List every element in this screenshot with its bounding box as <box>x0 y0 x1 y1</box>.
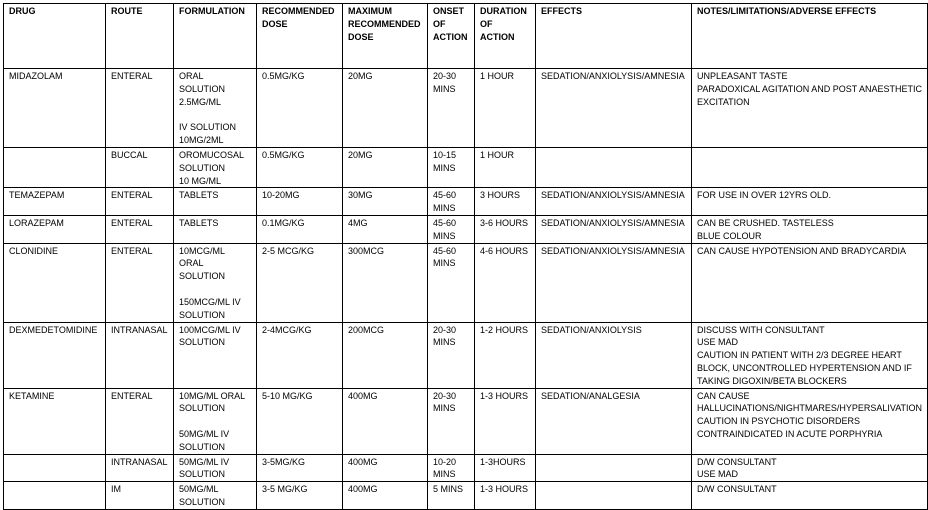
dose-cell: 10-20MG <box>257 188 343 216</box>
onset-cell: 5 MINS <box>428 482 475 510</box>
notes-cell: UNPLEASANT TASTE PARADOXICAL AGITATION AND POST ANAESTHETIC EXCITATION <box>692 69 928 148</box>
formulation-cell: OROMUCOSAL SOLUTION 10 MG/ML <box>174 148 257 188</box>
max-dose-cell: 400MG <box>343 482 428 510</box>
route-cell: ENTERAL <box>106 69 174 148</box>
effects-cell <box>536 482 692 510</box>
table-row <box>4 69 928 148</box>
effects-cell <box>536 148 692 188</box>
duration-cell: 1 HOUR <box>475 148 536 188</box>
max-dose-cell: 300MCG <box>343 243 428 322</box>
header-notes: NOTES/LIMITATIONS/ADVERSE EFFECTS <box>692 4 928 69</box>
formulation-cell: TABLETS <box>174 215 257 243</box>
dose-cell: 0.1MG/KG <box>257 215 343 243</box>
header-drug: DRUG <box>4 4 106 69</box>
table-row <box>4 188 928 216</box>
duration-cell: 1 HOUR <box>475 69 536 148</box>
effects-cell: SEDATION/ANALGESIA <box>536 388 692 454</box>
onset-cell: 20-30 MINS <box>428 69 475 148</box>
sedation-drug-table <box>3 3 928 510</box>
notes-cell <box>692 148 928 188</box>
drug-cell <box>4 482 106 510</box>
route-cell: ENTERAL <box>106 215 174 243</box>
notes-cell: CAN BE CRUSHED. TASTELESS BLUE COLOUR <box>692 215 928 243</box>
max-dose-cell: 20MG <box>343 148 428 188</box>
table-row <box>4 454 928 482</box>
route-cell: ENTERAL <box>106 188 174 216</box>
header-effects: EFFECTS <box>536 4 692 69</box>
max-dose-cell: 30MG <box>343 188 428 216</box>
formulation-cell: 50MG/ML IV SOLUTION <box>174 454 257 482</box>
formulation-cell: 10MCG/ML ORAL SOLUTION 150MCG/ML IV SOLUTION <box>174 243 257 322</box>
effects-cell: SEDATION/ANXIOLYSIS <box>536 322 692 388</box>
duration-cell: 4-6 HOURS <box>475 243 536 322</box>
max-dose-cell: 400MG <box>343 388 428 454</box>
effects-cell <box>536 454 692 482</box>
dose-cell: 2-4MCG/KG <box>257 322 343 388</box>
formulation-cell: 50MG/ML SOLUTION <box>174 482 257 510</box>
dose-cell: 3-5MG/KG <box>257 454 343 482</box>
effects-cell: SEDATION/ANXIOLYSIS/AMNESIA <box>536 188 692 216</box>
route-cell: ENTERAL <box>106 243 174 322</box>
notes-cell: FOR USE IN OVER 12YRS OLD. <box>692 188 928 216</box>
dose-cell: 3-5 MG/KG <box>257 482 343 510</box>
duration-cell: 1-3 HOURS <box>475 482 536 510</box>
onset-cell: 45-60 MINS <box>428 215 475 243</box>
table-row <box>4 243 928 322</box>
effects-cell: SEDATION/ANXIOLYSIS/AMNESIA <box>536 243 692 322</box>
duration-cell: 1-3 HOURS <box>475 388 536 454</box>
drug-cell: DEXMEDETOMIDINE <box>4 322 106 388</box>
notes-cell: D/W CONSULTANT USE MAD <box>692 454 928 482</box>
table-row <box>4 482 928 510</box>
max-dose-cell: 4MG <box>343 215 428 243</box>
table-row <box>4 148 928 188</box>
header-row <box>4 4 928 69</box>
drug-cell: LORAZEPAM <box>4 215 106 243</box>
max-dose-cell: 400MG <box>343 454 428 482</box>
formulation-cell: ORAL SOLUTION 2.5MG/ML IV SOLUTION 10MG/2ML <box>174 69 257 148</box>
onset-cell: 45-60 MINS <box>428 188 475 216</box>
header-route: ROUTE <box>106 4 174 69</box>
onset-cell: 20-30 MINS <box>428 388 475 454</box>
header-onset: ONSET OF ACTION <box>428 4 475 69</box>
drug-cell: KETAMINE <box>4 388 106 454</box>
table-row <box>4 388 928 454</box>
formulation-cell: TABLETS <box>174 188 257 216</box>
notes-cell: CAN CAUSE HYPOTENSION AND BRADYCARDIA <box>692 243 928 322</box>
duration-cell: 1-2 HOURS <box>475 322 536 388</box>
duration-cell: 3-6 HOURS <box>475 215 536 243</box>
dose-cell: 2-5 MCG/KG <box>257 243 343 322</box>
dose-cell: 0.5MG/KG <box>257 148 343 188</box>
effects-cell: SEDATION/ANXIOLYSIS/AMNESIA <box>536 215 692 243</box>
header-formulation: FORMULATION <box>174 4 257 69</box>
route-cell: ENTERAL <box>106 388 174 454</box>
formulation-cell: 100MCG/ML IV SOLUTION <box>174 322 257 388</box>
duration-cell: 3 HOURS <box>475 188 536 216</box>
onset-cell: 20-30 MINS <box>428 322 475 388</box>
dose-cell: 5-10 MG/KG <box>257 388 343 454</box>
onset-cell: 10-15 MINS <box>428 148 475 188</box>
drug-cell: TEMAZEPAM <box>4 188 106 216</box>
max-dose-cell: 200MCG <box>343 322 428 388</box>
header-duration: DURATION OF ACTION <box>475 4 536 69</box>
notes-cell: D/W CONSULTANT <box>692 482 928 510</box>
header-maximum-dose: MAXIMUM RECOMMENDED DOSE <box>343 4 428 69</box>
duration-cell: 1-3HOURS <box>475 454 536 482</box>
table-row <box>4 322 928 388</box>
notes-cell: CAN CAUSE HALLUCINATIONS/NIGHTMARES/HYPERSALIVATION CAUTION IN PSYCHOTIC DISORDERS CONTRAINDICATED IN ACUTE PORPHYRIA <box>692 388 928 454</box>
route-cell: IM <box>106 482 174 510</box>
drug-cell: CLONIDINE <box>4 243 106 322</box>
table-row <box>4 215 928 243</box>
drug-cell: MIDAZOLAM <box>4 69 106 148</box>
onset-cell: 45-60 MINS <box>428 243 475 322</box>
onset-cell: 10-20 MINS <box>428 454 475 482</box>
route-cell: INTRANASAL <box>106 454 174 482</box>
drug-cell <box>4 454 106 482</box>
formulation-cell: 10MG/ML ORAL SOLUTION 50MG/ML IV SOLUTION <box>174 388 257 454</box>
route-cell: INTRANASAL <box>106 322 174 388</box>
effects-cell: SEDATION/ANXIOLYSIS/AMNESIA <box>536 69 692 148</box>
drug-cell <box>4 148 106 188</box>
dose-cell: 0.5MG/KG <box>257 69 343 148</box>
route-cell: BUCCAL <box>106 148 174 188</box>
header-recommended-dose: RECOMMENDED DOSE <box>257 4 343 69</box>
notes-cell: DISCUSS WITH CONSULTANT USE MAD CAUTION IN PATIENT WITH 2/3 DEGREE HEART BLOCK, UNCONTROLLED HYPERTENSION AND IF TAKING DIGOXIN/BETA BLOCKERS <box>692 322 928 388</box>
max-dose-cell: 20MG <box>343 69 428 148</box>
